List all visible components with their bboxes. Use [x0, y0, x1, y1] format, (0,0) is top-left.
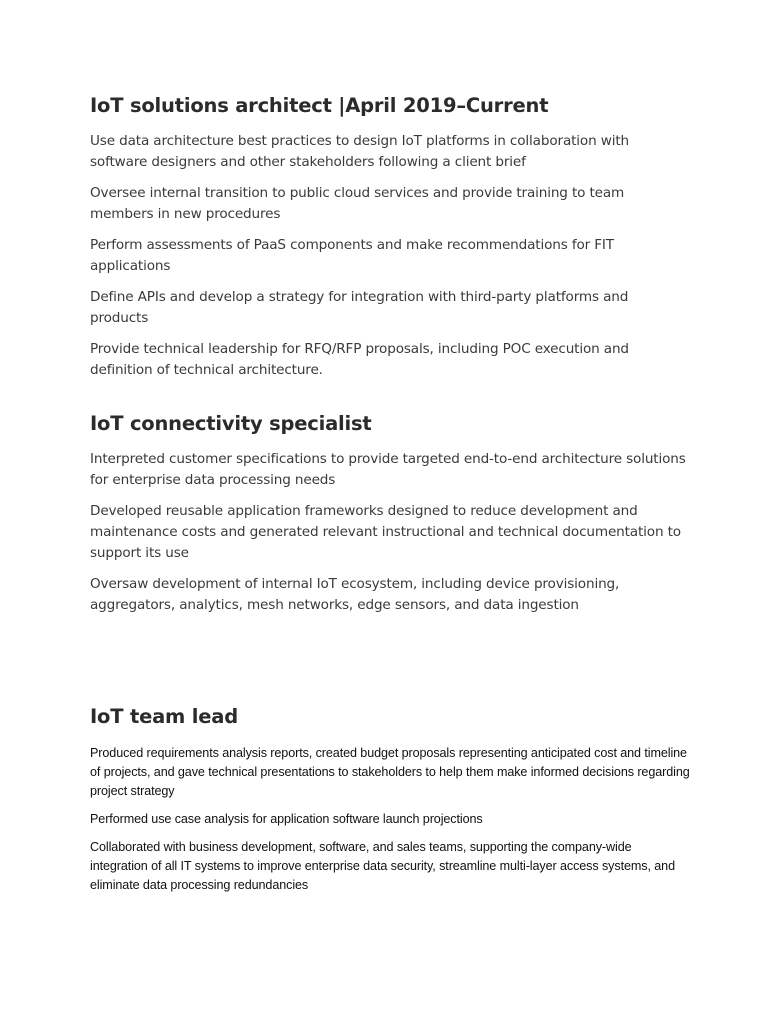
- section-team-lead: [90, 704, 690, 904]
- duty-item: Define APIs and develop a strategy for integration with third-party platforms and products: [90, 289, 629, 326]
- duty-item: Oversee internal transition to public cloud services and provide training to team members in new procedures: [90, 185, 625, 222]
- section-connectivity-specialist: [90, 411, 690, 626]
- duty-item: Perform assessments of PaaS components and make recommendations for FIT applications: [90, 237, 614, 274]
- section-heading: IoT solutions architect |April 2019–Current: [90, 94, 549, 117]
- section-solutions-architect: [90, 93, 690, 391]
- section-heading: IoT team lead: [90, 705, 238, 728]
- duty-item: Provide technical leadership for RFQ/RFP proposals, including POC execution and definition of technical architecture.: [90, 341, 629, 378]
- duty-item: Oversaw development of internal IoT ecosystem, including device provisioning, aggregators, analytics, mesh networks, edge sensors, and data ingestion: [90, 576, 620, 613]
- duty-item: Use data architecture best practices to design IoT platforms in collaboration with software designers and other stakeholders following a client brief: [90, 133, 629, 170]
- duty-item: Performed use case analysis for application software launch projections: [90, 812, 483, 826]
- duty-item: Developed reusable application frameworks designed to reduce development and maintenance costs and generated relevant instructional and technical documentation to support its use: [90, 503, 681, 561]
- duty-item: Produced requirements analysis reports, created budget proposals representing anticipated cost and timeline of projects, and gave technical presentations to stakeholders to help them make informed decisions regarding project strategy: [90, 746, 690, 798]
- duty-item: Interpreted customer specifications to provide targeted end-to-end architecture solutions for enterprise data processing needs: [90, 451, 686, 488]
- section-heading: IoT connectivity specialist: [90, 412, 372, 435]
- duty-item: Collaborated with business development, software, and sales teams, supporting the company-wide integration of all IT systems to improve enterprise data security, streamline multi-layer access systems, and eliminate data processing redundancies: [90, 840, 675, 892]
